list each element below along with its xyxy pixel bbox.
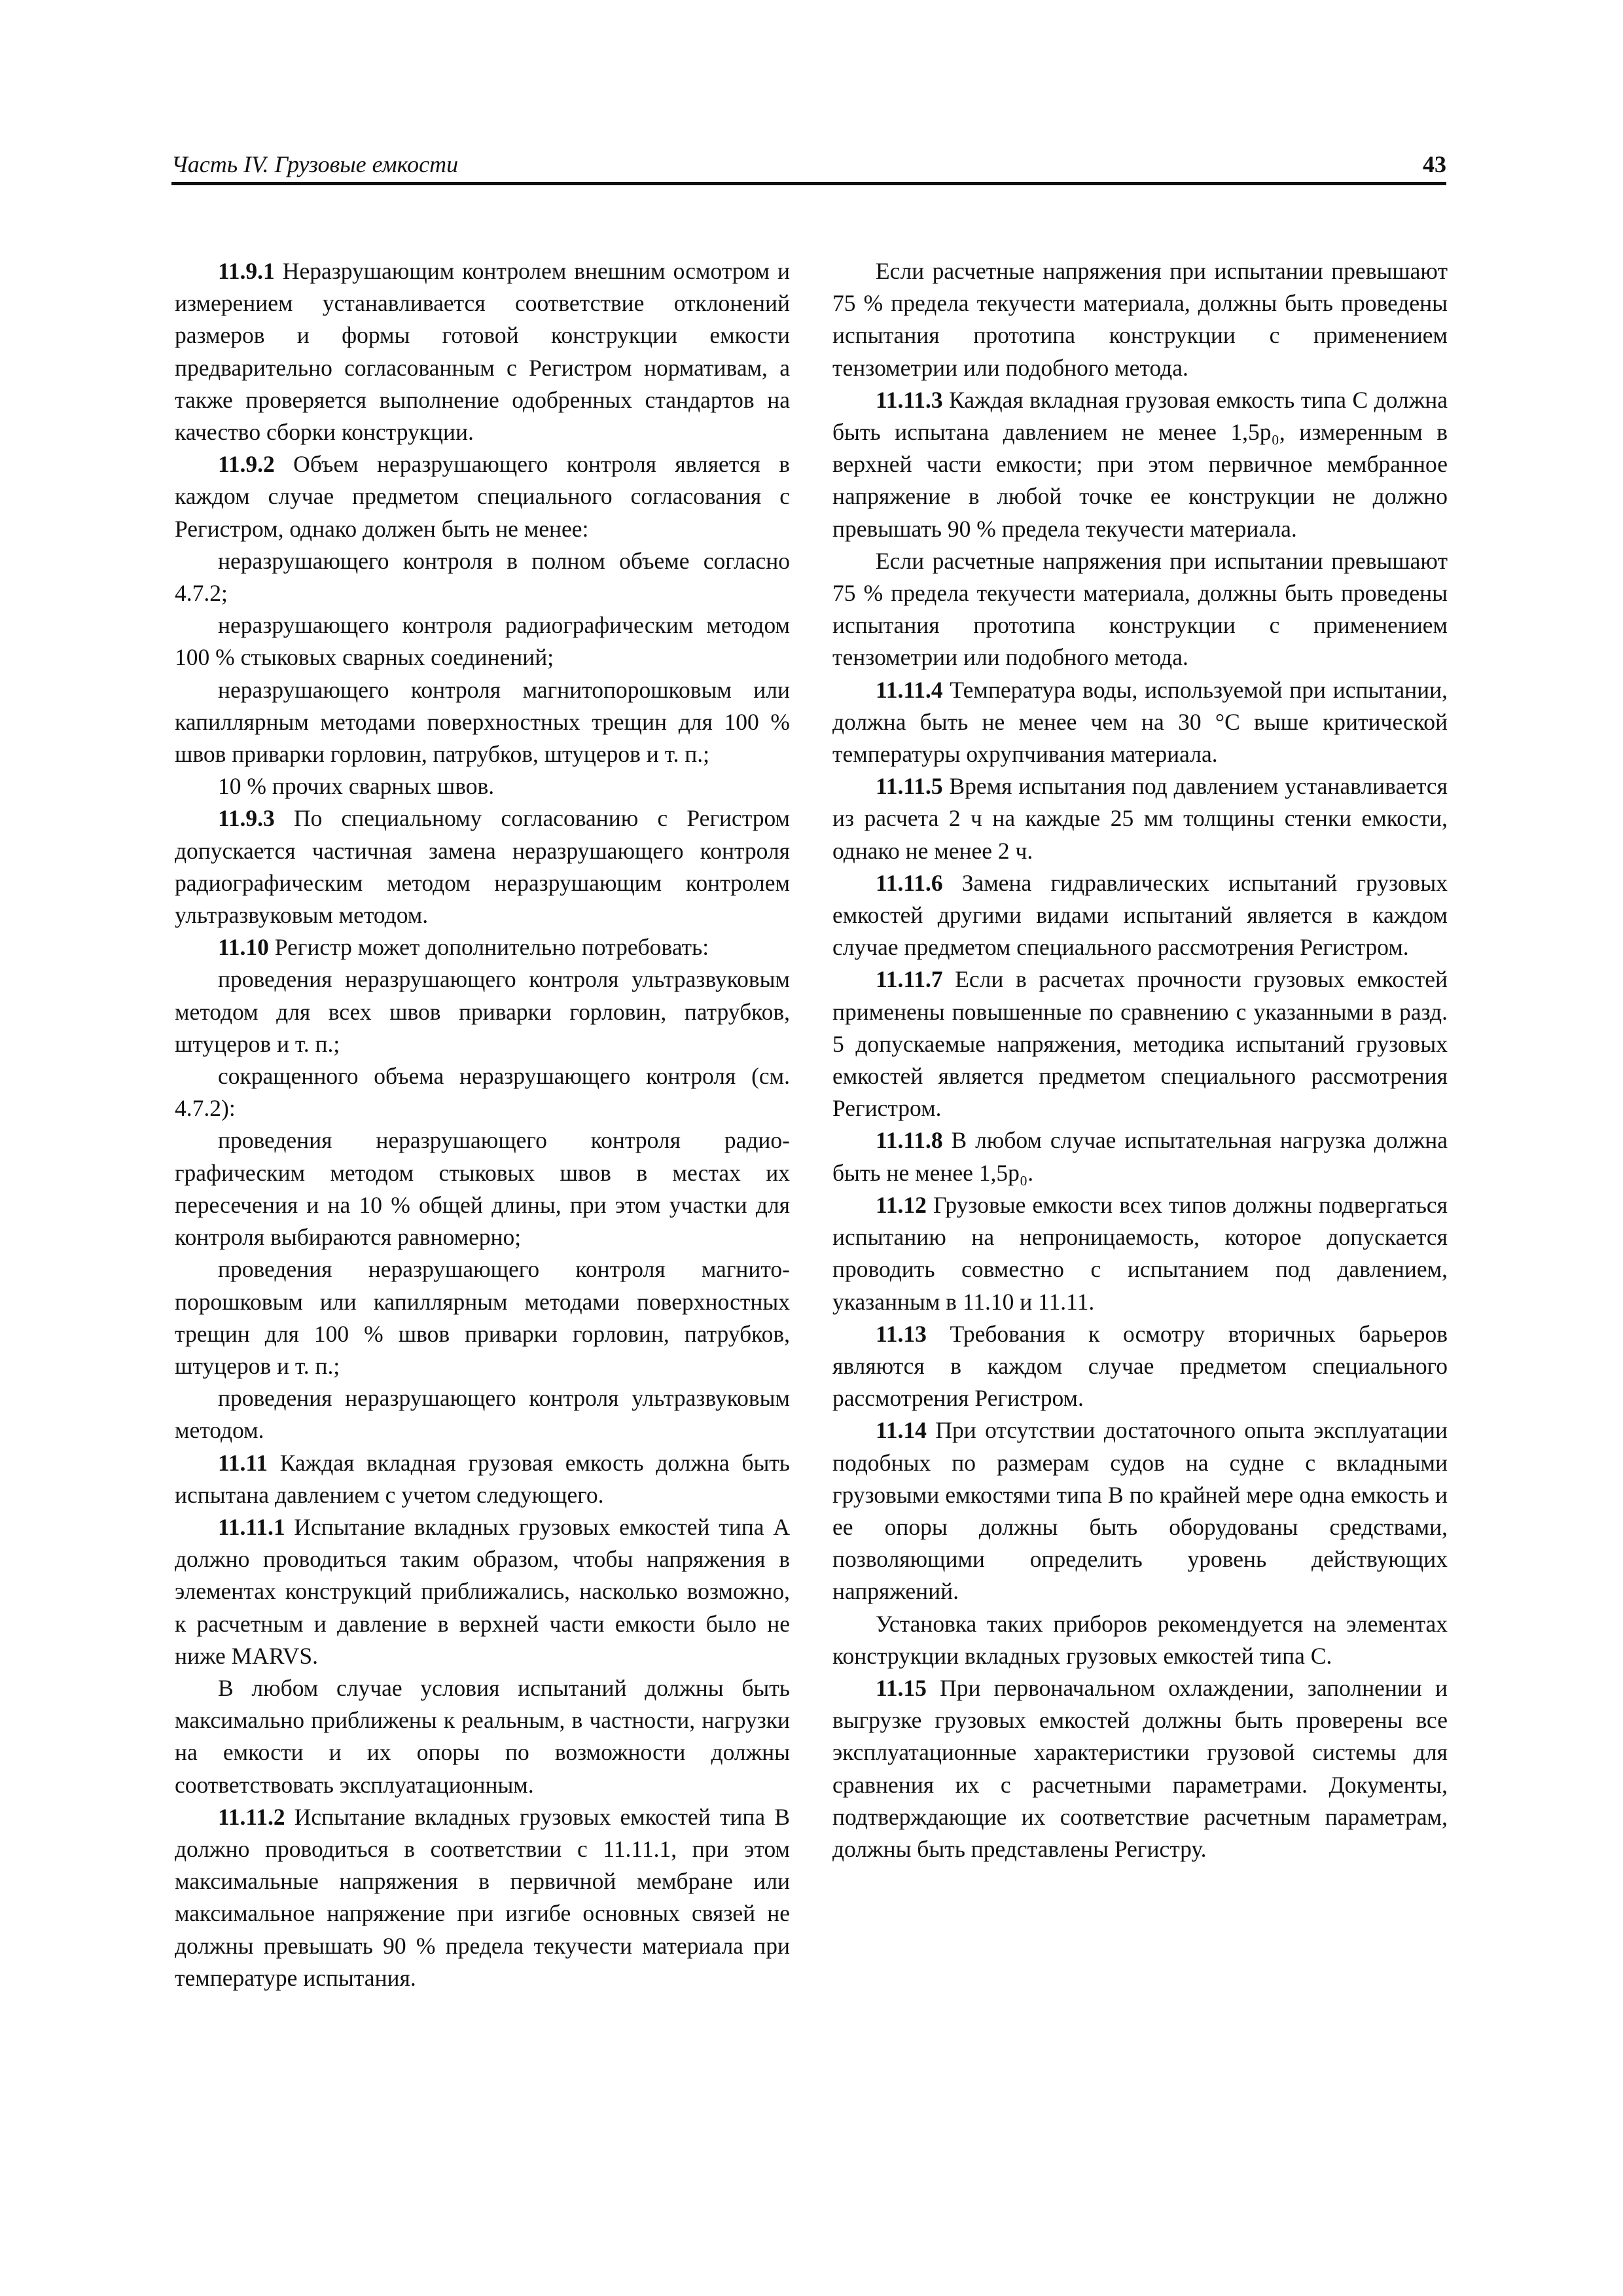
paragraph: 11.11.5 Время испытания под давлением устанавливается из расчета 2 ч на каждые 25 мм толщины стенки емкости, однако не менее 2 ч. <box>832 773 1448 864</box>
paragraph: проведения неразрушающего контроля магнитопорошковым или капиллярным методами поверхностных трещин для 100 % швов приварки горловин, патрубков, штуцеров и т. п.; <box>175 1256 790 1379</box>
paragraph: 11.11.4 Температура воды, используемой при испытании, должна быть не менее чем на 30 °C выше критической температуры охрупчивания материала. <box>832 676 1448 768</box>
paragraph: 11.11.1 Испытание вкладных грузовых емкостей типа А должно проводиться таким образом, чтобы напряжения в элементах конструкций приближались, насколько возможно, к расчетным и давление в верхней части емкости было не ниже MARVS. <box>175 1513 790 1669</box>
paragraph: 11.13 Требования к осмотру вторичных барьеров являются в каждом случае предметом специального рассмотрения Регистром. <box>832 1320 1448 1412</box>
paragraph: 11.11.8 В любом случае испытательная нагрузка должна быть не менее 1,5p₀. <box>832 1127 1448 1186</box>
paragraph: неразрушающего контроля магнитопорошковым или капиллярным методами поверхностных трещин для 100 % швов приварки горловин, патрубков, штуцеров и т. п.; <box>175 676 790 768</box>
clause-number: 11.11.2 <box>218 1803 285 1830</box>
clause-number: 11.11.6 <box>876 869 943 896</box>
paragraph: неразрушающего контроля в полном объеме согласно 4.7.2; <box>175 547 790 607</box>
paragraph: 11.9.1 Неразрушающим контролем внешним осмотром и измерением устанавливается соответствие отклонений размеров и формы готовой конструкции емкости предварительно согласованным с Регистром нормативам, а также проверяется выполнение одобренных стандартов на качество сборки конструкции. <box>175 258 790 446</box>
paragraph: сокращенного объема неразрушающего контроля (см. 4.7.2): <box>175 1063 790 1122</box>
page-header <box>171 143 1446 185</box>
paragraph: неразрушающего контроля радиографическим методом 100 % стыковых сварных соединений; <box>175 612 790 671</box>
clause-number: 11.14 <box>876 1417 927 1444</box>
clause-number: 11.11.1 <box>218 1513 285 1540</box>
paragraph: Если расчетные напряжения при испытании превышают 75 % предела текучести материала, должны быть проведены испытания прототипа конструкции с применением тензометрии или подобного метода. <box>832 547 1448 671</box>
page-number: 43 <box>1423 151 1446 177</box>
paragraph: проведения неразрушающего контроля радиографическим методом стыковых швов в местах их пересечения и на 10 % общей длины, при этом участки для контроля выбираются равномерно; <box>175 1127 790 1251</box>
paragraph: 11.11.7 Если в расчетах прочности грузовых емкостей применены повышенные по сравнению с указанными в разд. 5 допускаемые напряжения, методика испытаний грузовых емкостей является предметом специального рассмотрения Регистром. <box>832 966 1448 1122</box>
paragraph: проведения неразрушающего контроля ультразвуковым методом для всех швов приварки горловин, патрубков, штуцеров и т. п.; <box>175 966 790 1057</box>
clause-number: 11.11 <box>218 1449 268 1476</box>
paragraph: Если расчетные напряжения при испытании превышают 75 % предела текучести материала, должны быть проведены испытания прототипа конструкции с применением тензометрии или подобного метода. <box>832 258 1448 381</box>
right-column <box>832 255 1448 1865</box>
paragraph: проведения неразрушающего контроля ультразвуковым методом. <box>175 1385 790 1444</box>
clause-number: 11.11.3 <box>876 386 943 413</box>
clause-number: 11.9.2 <box>218 451 275 478</box>
clause-number: 11.11.7 <box>876 966 943 993</box>
clause-number: 11.9.1 <box>218 258 275 284</box>
paragraph: 11.11.3 Каждая вкладная грузовая емкость типа С должна быть испытана давлением не менее 1,5p₀, измеренным в верхней части емкости; при этом первичное мембранное напряжение в любой точке ее конструкции не должно превышать 90 % предела текучести материала. <box>832 386 1448 542</box>
clause-number: 11.15 <box>876 1674 927 1701</box>
clause-number: 11.12 <box>876 1191 927 1218</box>
paragraph: 11.11.2 Испытание вкладных грузовых емкостей типа В должно проводиться в соответствии с 11.11.1, при этом максимальные напряжения в первичной мембране или максимальное напряжение при изгибе основных связей не должны превышать 90 % предела текучести материала при температуре испытания. <box>175 1803 790 1991</box>
paragraph: Установка таких приборов рекомендуется на элементах конструкции вкладных грузовых емкостей типа С. <box>832 1610 1448 1669</box>
left-column <box>175 255 790 1994</box>
clause-number: 11.13 <box>876 1320 927 1347</box>
paragraph: 10 % прочих сварных швов. <box>218 773 495 800</box>
paragraph: В любом случае условия испытаний должны быть максимально приближены к реальным, в частности, нагрузки на емкости и их опоры по возможности должны соответствовать эксплуатационным. <box>175 1674 790 1798</box>
clause-number: 11.11.4 <box>876 676 943 703</box>
paragraph: 11.11.6 Замена гидравлических испытаний грузовых емкостей другими видами испытаний является в каждом случае предметом специального рассмотрения Регистром. <box>832 869 1448 961</box>
paragraph: 11.14 При отсутствии достаточного опыта эксплуатации подобных по размерам судов на судне с вкладными грузовыми емкостями типа В по крайней мере одна емкость и ее опоры должны быть оборудованы средствами, позволяющими определить уровень действующих напряжений. <box>832 1417 1448 1605</box>
paragraph: 11.15 При первоначальном охлаждении, заполнении и выгрузке грузовых емкостей должны быть проверены все эксплуатационные характеристики грузовой системы для сравнения их с расчетными параметрами. Документы, подтверждающие их соответствие расчетным параметрам, должны быть представлены Регистру. <box>832 1674 1448 1862</box>
paragraph: 11.11 Каждая вкладная грузовая емкость должна быть испытана давлением с учетом следующего. <box>175 1449 790 1508</box>
paragraph: 11.10 Регистр может дополнительно потребовать: <box>218 934 709 961</box>
running-title: Часть IV. Грузовые емкости <box>171 151 459 177</box>
paragraph: 11.9.2 Объем неразрушающего контроля является в каждом случае предметом специального согласования с Регистром, однако должен быть не менее: <box>175 451 790 542</box>
paragraph: 11.12 Грузовые емкости всех типов должны подвергаться испытанию на непроницаемость, которое допускается проводить совместно с испытанием под давлением, указанным в 11.10 и 11.11. <box>832 1191 1448 1315</box>
clause-number: 11.11.5 <box>876 773 943 800</box>
clause-number: 11.10 <box>218 934 269 961</box>
clause-number: 11.11.8 <box>876 1127 943 1154</box>
clause-number: 11.9.3 <box>218 805 275 832</box>
paragraph: 11.9.3 По специальному согласованию с Регистром допускается частичная замена неразрушающего контроля радиографическим методом неразрушающим контролем ультразвуковым методом. <box>175 805 790 929</box>
